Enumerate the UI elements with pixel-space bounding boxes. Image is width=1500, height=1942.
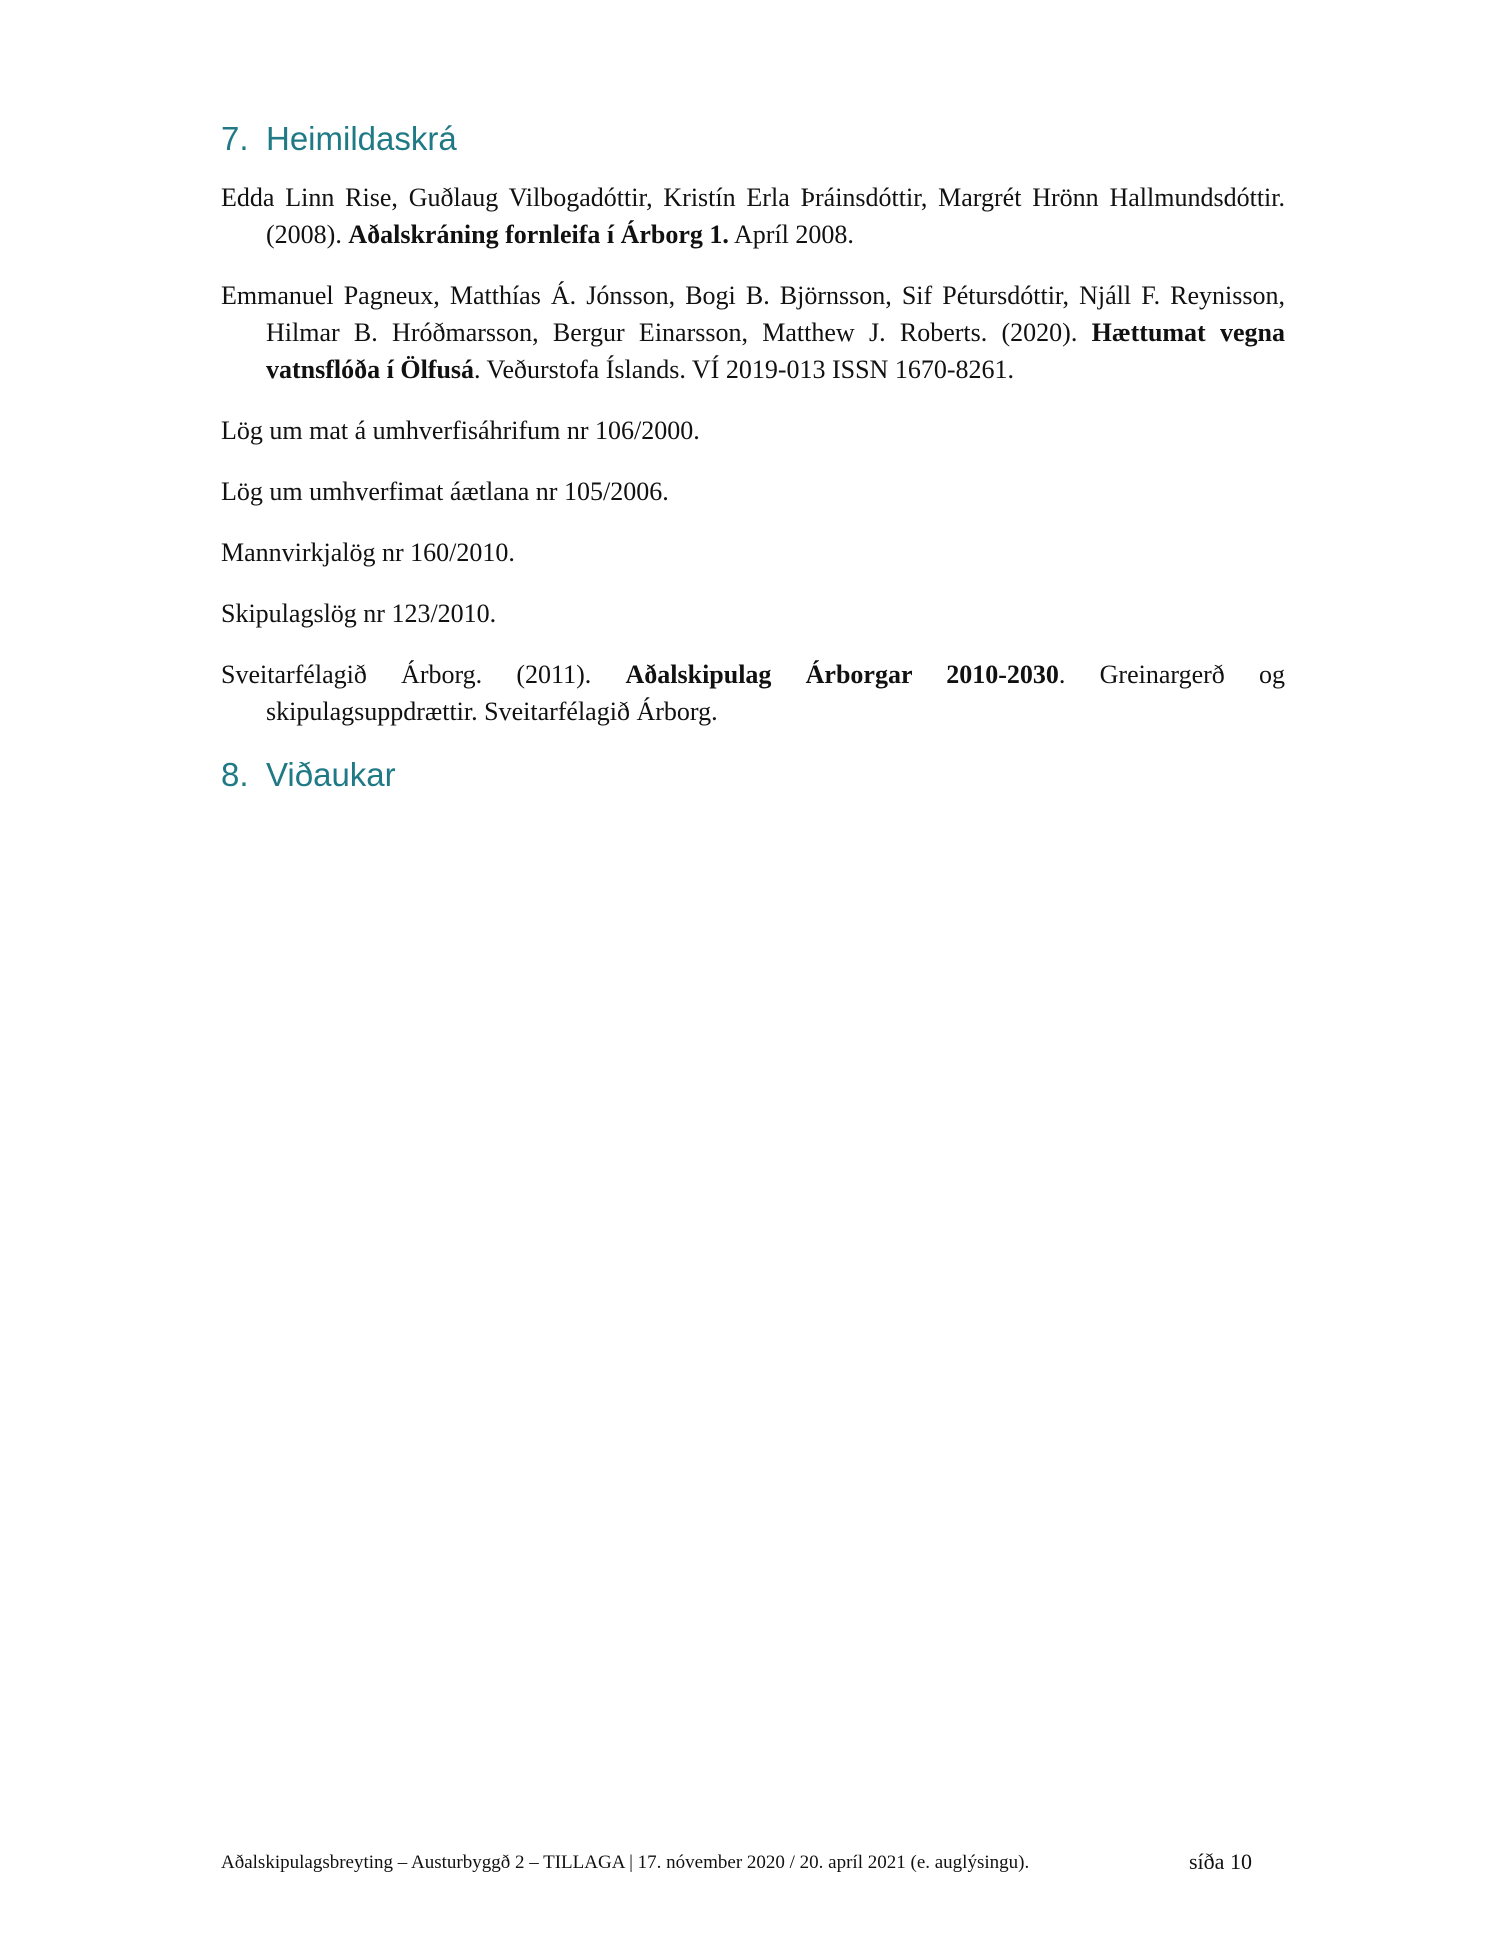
section-number: 7. [221,120,249,157]
reference-item [221,534,1285,571]
reference-list [221,179,1285,730]
section-title: Heimildaskrá [266,120,457,157]
reference-item [221,595,1285,632]
reference-text-after: . Veðurstofa Íslands. VÍ 2019-013 ISSN 1670-8261. [474,354,1014,384]
reference-item [221,179,1285,253]
reference-text: Skipulagslög nr 123/2010. [221,598,497,628]
footer-text: Aðalskipulagsbreyting – Austurbyggð 2 – TILLAGA | 17. nóvember 2020 / 20. apríl 2021 (e. auglýsingu). [221,1852,1030,1873]
reference-text-after: . Greinargerð og skipulagsuppdrættir. Sveitarfélagið Árborg. [266,659,1285,726]
reference-title: Aðalskipulag Árborgar 2010-2030 [625,659,1059,689]
reference-text: Mannvirkjalög nr 160/2010. [221,537,515,567]
reference-item [221,656,1285,730]
reference-text-after: Apríl 2008. [728,219,854,249]
section-title: Viðaukar [266,755,396,793]
section-heading-vidaukar [221,754,1285,797]
reference-item [221,473,1285,510]
reference-item [221,277,1285,388]
reference-title: Aðalskráning fornleifa í Árborg 1. [348,219,729,249]
page-number: síða 10 [1189,1849,1252,1874]
reference-text: Lög um umhverfimat áætlana nr 105/2006. [221,476,669,506]
section-heading-heimildaskra [221,118,1285,161]
section-number: 8. [221,755,249,793]
reference-title: Hættumat vegna vatnsflóða í Ölfusá [266,317,1285,384]
reference-text: Emmanuel Pagneux, Matthías Á. Jónsson, Bogi B. Björnsson, Sif Pétursdóttir, Njáll F. Reynisson, Hilmar B. Hróðmarsson, Bergur Einarsson, Matthew J. Roberts. (2020). [221,280,1285,347]
reference-text: Sveitarfélagið Árborg. (2011). [221,659,626,689]
page-content [221,118,1285,797]
reference-item [221,412,1285,449]
reference-text: Edda Linn Rise, Guðlaug Vilbogadóttir, Kristín Erla Þráinsdóttir, Margrét Hrönn Hallmundsdóttir. (2008). [221,182,1285,249]
reference-text: Lög um mat á umhverfisáhrifum nr 106/2000. [221,415,700,445]
